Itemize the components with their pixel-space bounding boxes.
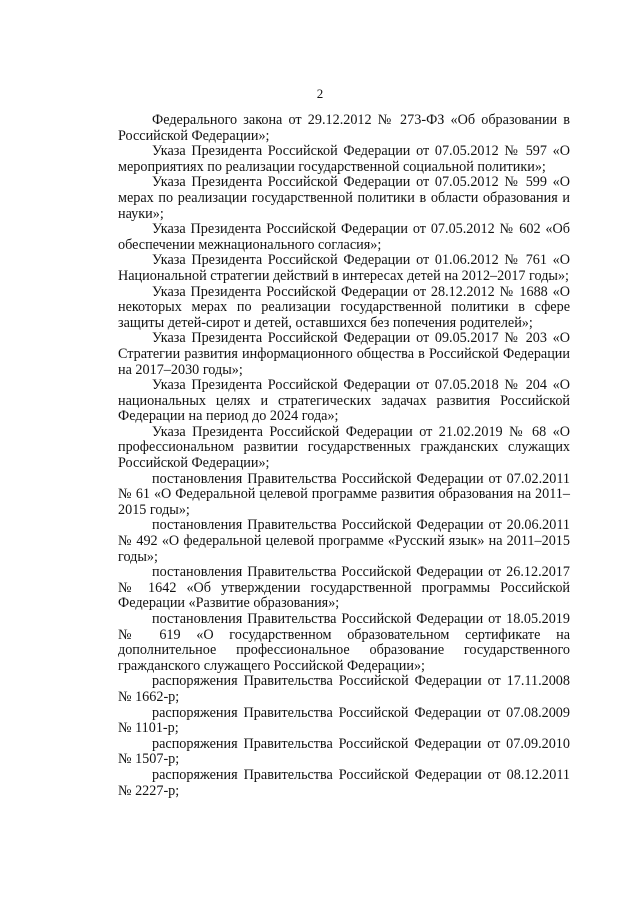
list-item: распоряжения Правительства Российской Федерации от 08.12.2011 № 2227-р; [118,766,570,799]
list-item: распоряжения Правительства Российской Федерации от 07.08.2009 № 1101-р; [118,704,570,737]
page-number: 2 [316,86,324,101]
list-item: Указа Президента Российской Федерации от 07.05.2012 № 602 «Об обеспечении межнационального согласия»; [118,221,570,253]
document-body [118,113,570,799]
list-item: Указа Президента Российской Федерации от 21.02.2019 № 68 «О профессиональном развитии государственных гражданских служащих Российской Федерации»; [118,423,570,472]
list-item: постановления Правительства Российской Федерации от 07.02.2011 № 61 «О Федеральной целевой программе развития образования на 2011–2015 годы»; [118,470,570,518]
list-item: Указа Президента Российской Федерации от 07.05.2012 № 599 «О мерах по реализации государственной политики в области образования и науки»; [118,174,570,222]
list-item: Указа Президента Российской Федерации от 09.05.2017 № 203 «О Стратегии развития информационного общества в Российской Федерации на 2017–2030 годы»; [118,330,570,378]
list-item: постановления Правительства Российской Федерации от 18.05.2019 № 619 «О государственном образовательном сертификате на дополнительное профессиональное образование государственного гражданского служащего Российской Федерации»; [118,611,570,674]
list-item: постановления Правительства Российской Федерации от 20.06.2011 № 492 «О федеральной целевой программе «Русский язык» на 2011–2015 годы»; [118,517,570,565]
list-item: Указа Президента Российской Федерации от 07.05.2012 № 597 «О мероприятиях по реализации государственной социальной политики»; [118,143,570,175]
list-item: постановления Правительства Российской Федерации от 26.12.2017 № 1642 «Об утверждении государственной программы Российской Федерации «Развитие образования»; [118,564,570,612]
list-item: распоряжения Правительства Российской Федерации от 07.09.2010 № 1507-р; [118,735,570,768]
list-item: Указа Президента Российской Федерации от 28.12.2012 № 1688 «О некоторых мерах по реализации государственной политики в сфере защиты детей-сирот и детей, оставшихся без попечения родителей»; [118,283,570,331]
list-item: Указа Президента Российской Федерации от 07.05.2018 № 204 «О национальных целях и стратегических задачах развития Российской Федерации на период до 2024 года»; [118,377,570,425]
list-item: распоряжения Правительства Российской Федерации от 17.11.2008 № 1662-р; [118,673,570,705]
list-item: Указа Президента Российской Федерации от 01.06.2012 № 761 «О Национальной стратегии действий в интересах детей на 2012–2017 годы»; [118,252,570,284]
list-item: Федерального закона от 29.12.2012 № 273-ФЗ «Об образовании в Российской Федерации»; [118,112,570,144]
